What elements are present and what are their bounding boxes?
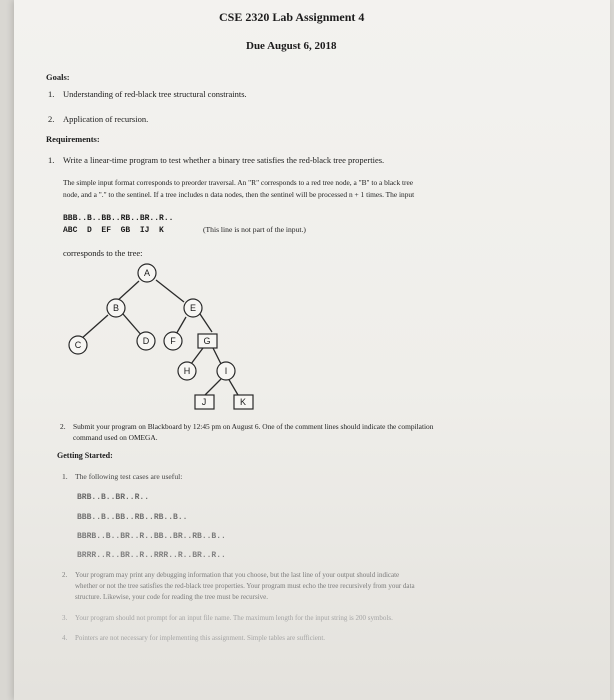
requirement-item-line: command used on OMEGA.: [73, 433, 158, 442]
getting-started-number: 2.: [62, 571, 68, 579]
example-note: (This line is not part of the input.): [203, 225, 306, 234]
getting-started-number: 3.: [62, 614, 68, 622]
test-case: BRB..B..BR..R..: [77, 493, 150, 502]
tree-node: J: [201, 397, 207, 407]
goal-number: 2.: [48, 114, 55, 124]
test-case: BBB..B..BB..RB..RB..B..: [77, 513, 188, 522]
tree-node: K: [239, 397, 247, 407]
tree-node: C: [74, 340, 82, 350]
goal-item: Application of recursion.: [63, 114, 149, 124]
goal-item: Understanding of red-black tree structural constraints.: [63, 89, 247, 99]
getting-started-item-line: Your program may print any debugging information that you choose, but the last line of your output should indicate: [75, 571, 400, 579]
getting-started-item: Pointers are not necessary for implementing this assignment. Simple tables are sufficient.: [75, 634, 326, 642]
tree-node: E: [189, 303, 197, 313]
tree-node: H: [183, 366, 191, 376]
getting-started-item-line: structure. Likewise, your code for reading the tree must be recursive.: [75, 593, 269, 601]
getting-started-heading: Getting Started:: [57, 451, 113, 460]
input-format-paragraph-line: node, and a "." to the sentinel. If a tree includes n data nodes, then the sentinel will be processed n + 1 times. The input: [63, 190, 415, 199]
example-labels: ABC D EF GB IJ K: [63, 226, 164, 235]
tree-node: G: [203, 336, 211, 346]
goals-heading: Goals:: [46, 72, 70, 82]
getting-started-item-line: whether or not the tree satisfies the red-black tree properties. Your program must echo the tree recursively from your data: [75, 582, 415, 590]
tree-node: I: [224, 366, 228, 376]
corresponds-text: corresponds to the tree:: [63, 248, 143, 258]
requirement-number: 1.: [48, 155, 55, 165]
tree-node: F: [170, 336, 176, 346]
due-date: Due August 6, 2018: [246, 40, 337, 52]
getting-started-number: 4.: [62, 634, 68, 642]
tree-node: B: [112, 303, 120, 313]
tree-node: A: [143, 268, 151, 278]
getting-started-item: Your program should not prompt for an input file name. The maximum length for the input string is 200 symbols.: [75, 614, 393, 622]
getting-started-item: The following test cases are useful:: [75, 472, 183, 481]
requirements-heading: Requirements:: [46, 134, 100, 144]
page-title: CSE 2320 Lab Assignment 4: [219, 10, 365, 24]
tree-node: D: [142, 336, 150, 346]
test-case: BRRR..R..BR..R..RRR..R..BR..R..: [77, 551, 226, 560]
requirement-number: 2.: [60, 422, 66, 431]
input-format-paragraph-line: The simple input format corresponds to preorder traversal. An "R" corresponds to a red tree node, a "B" to a black tree: [63, 178, 414, 187]
goal-number: 1.: [48, 89, 55, 99]
requirement-item: Write a linear-time program to test whether a binary tree satisfies the red-black tree properties.: [63, 155, 385, 165]
getting-started-number: 1.: [62, 472, 68, 481]
requirement-item-line: Submit your program on Blackboard by 12:45 pm on August 6. One of the comment lines should indicate the compilation: [73, 422, 434, 431]
test-case: BBRB..B..BR..R..BB..BR..RB..B..: [77, 532, 226, 541]
example-input: BBB..B..BB..RB..BR..R..: [63, 214, 174, 223]
